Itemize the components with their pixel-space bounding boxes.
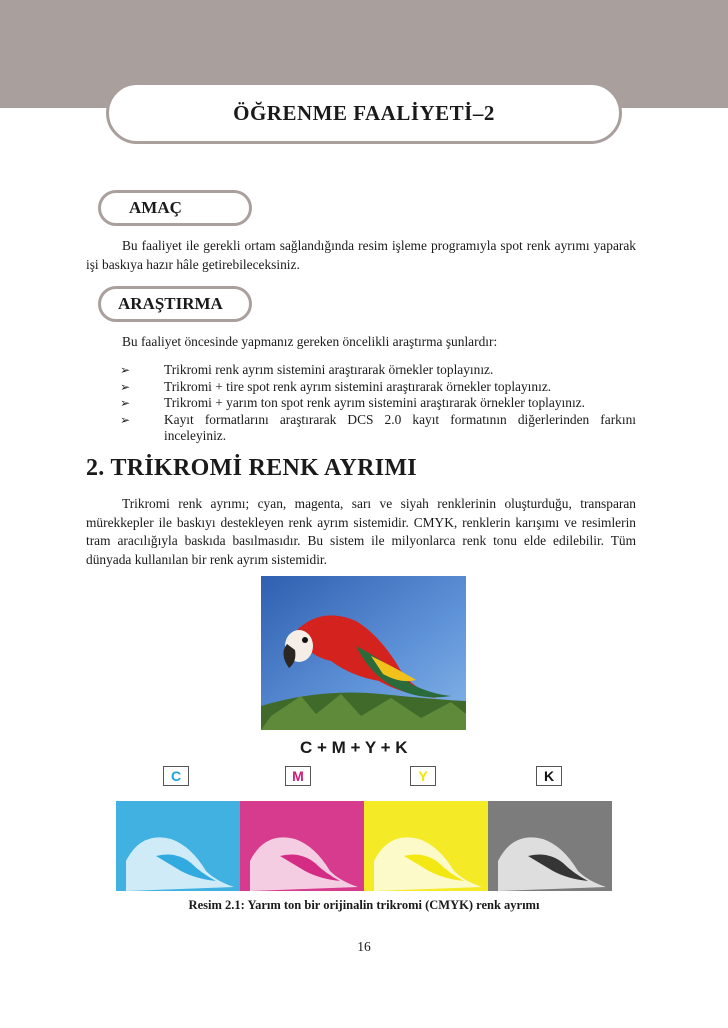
yellow-letter	[410, 766, 436, 786]
research-list	[120, 362, 636, 445]
arastirma-label-text: ARAŞTIRMA	[118, 294, 223, 313]
yellow-separation	[364, 801, 488, 891]
amac-paragraph: Bu faaliyet ile gerekli ortam sağlandığında resim işleme programıyla spot renk ayrımı yaparak işi baskıya hazır hâle getirebileceksiniz.	[86, 238, 636, 272]
magenta-letter	[285, 766, 311, 786]
list-item	[120, 362, 636, 379]
section-heading: 2. TRİKROMİ RENK AYRIMI	[86, 455, 417, 481]
arastirma-intro: Bu faaliyet öncesinde yapmanız gereken öncelikli araştırma şunlardır:	[122, 334, 498, 349]
parrot-photo	[261, 576, 466, 730]
list-item	[120, 379, 636, 396]
page-number: 16	[357, 939, 371, 954]
list-item-text: Kayıt formatlarını araştırarak DCS 2.0 kayıt formatının diğerlerinden farkını inceleyiniz.	[164, 411, 636, 443]
list-item-text: Trikromi renk ayrım sistemini araştırarak örnekler toplayınız.	[164, 362, 494, 377]
section-paragraph: Trikromi renk ayrımı; cyan, magenta, sarı ve siyah renklerinin oluşturduğu, transparan mürekkepler ile baskıyı destekleyen renk ayrım sistemidir. CMYK, renklerin karışımı ve resimlerin tram aracılığıyla baskıda basılmasıdır. Bu sistem ile milyonlarca renk tonu elde edilebilir. Tüm dünyada kullanılan bir renk ayrım sistemidir.	[86, 496, 636, 567]
arrow-bullet-icon: ➢	[120, 379, 131, 394]
arastirma-label	[98, 286, 252, 322]
activity-title-text: ÖĞRENME FAALİYETİ–2	[233, 100, 495, 125]
amac-label	[98, 190, 252, 226]
list-item-text: Trikromi + yarım ton spot renk ayrım sistemini araştırarak örnekler toplayınız.	[164, 395, 585, 410]
list-item	[120, 412, 636, 445]
cmyk-formula: C + M + Y + K	[300, 738, 408, 757]
cyan-separation	[116, 801, 240, 891]
magenta-separation	[240, 801, 364, 891]
black-separation	[488, 801, 612, 891]
yellow-letter-text: Y	[418, 768, 428, 784]
amac-label-text: AMAÇ	[129, 198, 182, 217]
list-item	[120, 395, 636, 412]
black-letter-text: K	[543, 768, 555, 784]
magenta-letter-text: M	[292, 768, 304, 784]
list-item-text: Trikromi + tire spot renk ayrım sistemini araştırarak örnekler toplayınız.	[164, 378, 552, 394]
cyan-letter-text: C	[170, 768, 182, 784]
figure-caption: Resim 2.1: Yarım ton bir orijinalin trikromi (CMYK) renk ayrımı	[188, 898, 540, 912]
black-letter	[536, 766, 562, 786]
arrow-bullet-icon: ➢	[120, 363, 131, 377]
activity-title	[106, 82, 622, 144]
arrow-bullet-icon: ➢	[120, 412, 131, 427]
cyan-letter	[163, 766, 189, 786]
arrow-bullet-icon: ➢	[120, 396, 131, 410]
